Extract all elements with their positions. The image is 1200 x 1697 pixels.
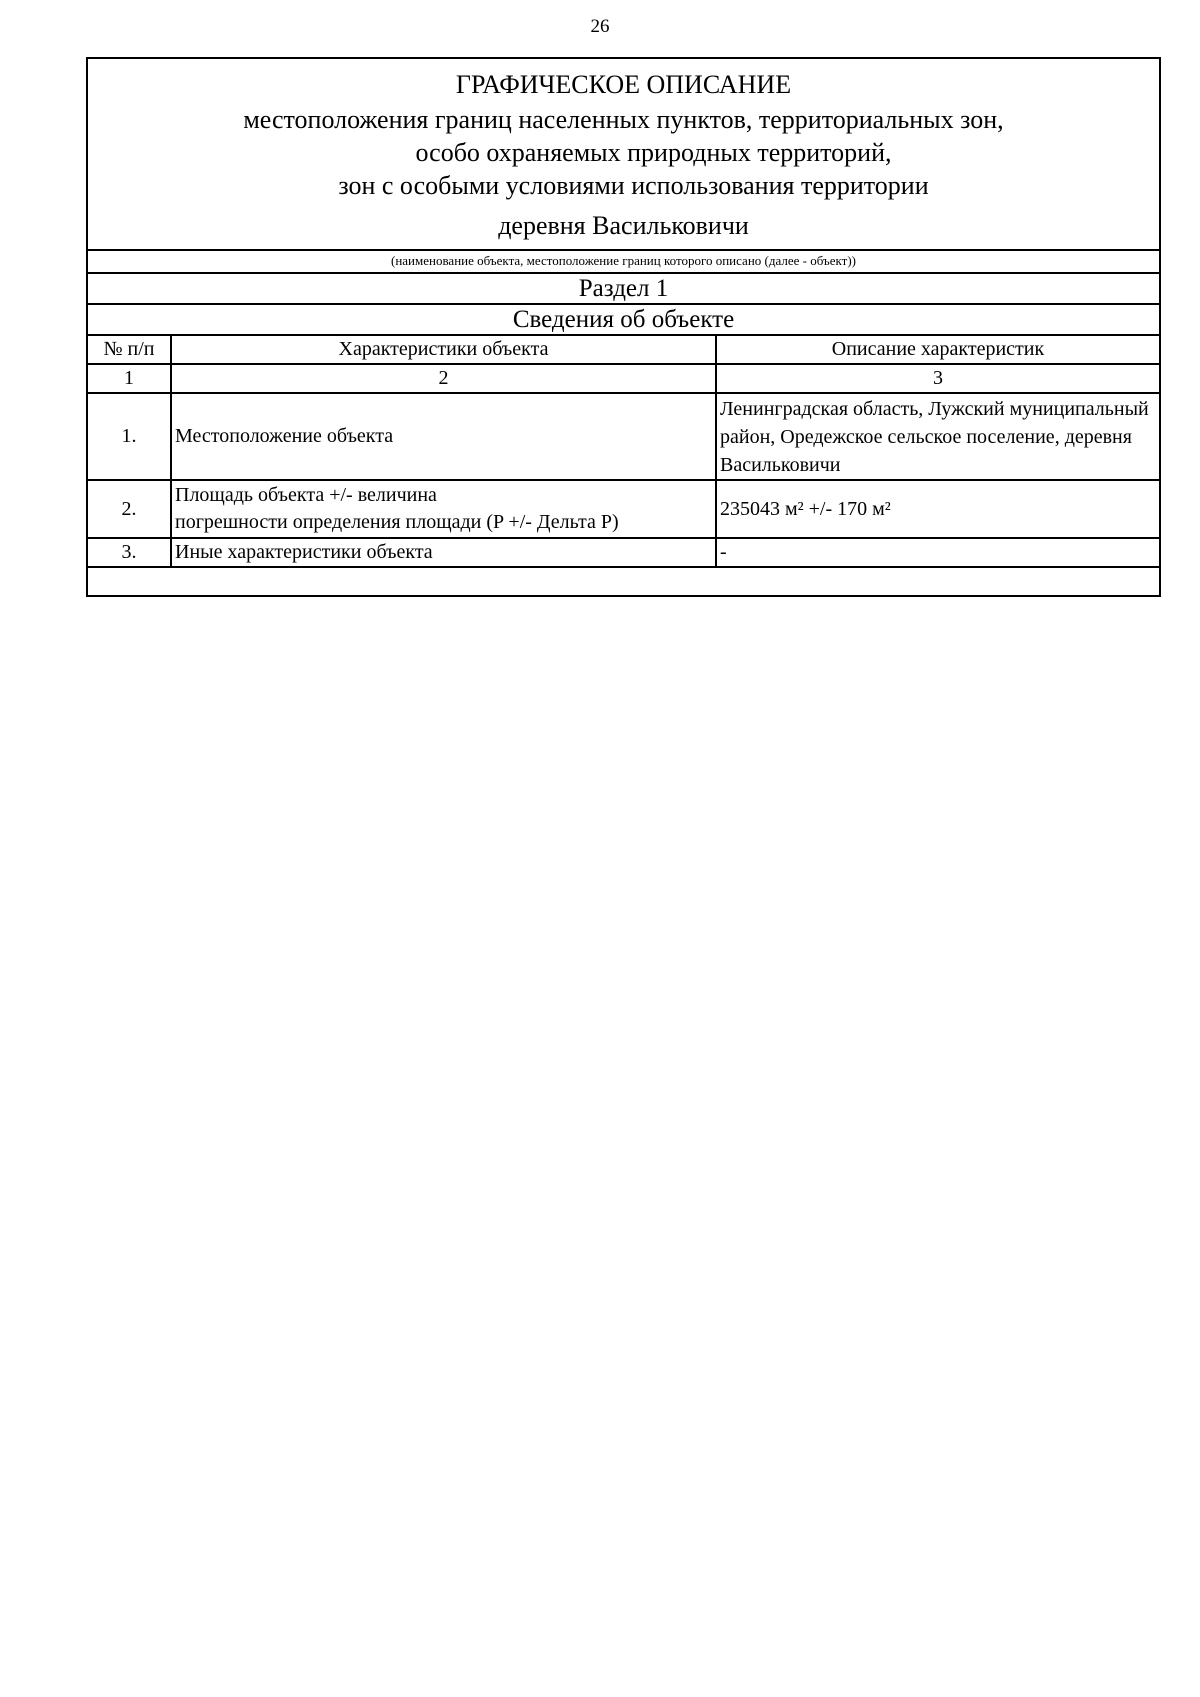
column-number-2: 2 bbox=[171, 364, 716, 393]
column-header-characteristic: Характеристики объекта bbox=[171, 335, 716, 364]
row-characteristic bbox=[171, 480, 716, 538]
row-number: 1. bbox=[88, 393, 171, 480]
title-block bbox=[88, 59, 1159, 249]
table-header-row bbox=[88, 335, 1159, 364]
row-characteristic: Местоположение объекта bbox=[171, 393, 716, 480]
page-number: 26 bbox=[590, 16, 610, 37]
column-number-row bbox=[88, 364, 1159, 393]
characteristics-table bbox=[88, 334, 1159, 566]
object-name-note: (наименование объекта, местоположение границ которого описано (далее - объект)) bbox=[88, 249, 1159, 272]
column-number-1: 1 bbox=[88, 364, 171, 393]
row-number: 2. bbox=[88, 480, 171, 538]
column-number-3: 3 bbox=[716, 364, 1159, 393]
subtitle-line-2: особо охраняемых природных территорий, bbox=[415, 138, 892, 167]
empty-row bbox=[88, 566, 1159, 595]
table-row bbox=[88, 538, 1159, 566]
table-row bbox=[88, 480, 1159, 538]
subtitle-line-1: местоположения границ населенных пунктов, территориальных зон, bbox=[243, 105, 1004, 134]
object-name: деревня Васильковичи bbox=[498, 211, 749, 240]
section-title: Сведения об объекте bbox=[88, 303, 1159, 334]
column-header-description: Описание характеристик bbox=[716, 335, 1159, 364]
row-characteristic-line-1: Площадь объекта +/- величина bbox=[175, 484, 437, 506]
row-characteristic: Иные характеристики объекта bbox=[171, 538, 716, 566]
row-description: 235043 м² +/- 170 м² bbox=[716, 480, 1159, 538]
row-description: Ленинградская область, Лужский муниципальный район, Оредежское сельское поселение, деревня Васильковичи bbox=[716, 393, 1159, 480]
row-description: - bbox=[716, 538, 1159, 566]
document-frame bbox=[86, 57, 1161, 597]
table-row bbox=[88, 393, 1159, 480]
column-header-number: № п/п bbox=[88, 335, 171, 364]
document-title: ГРАФИЧЕСКОЕ ОПИСАНИЕ bbox=[455, 70, 792, 99]
row-number: 3. bbox=[88, 538, 171, 566]
row-characteristic-line-2: погрешности определения площади (P +/- Дельта P) bbox=[175, 511, 619, 533]
section-label: Раздел 1 bbox=[88, 272, 1159, 303]
subtitle-line-3: зон с особыми условиями использования территории bbox=[338, 171, 929, 200]
